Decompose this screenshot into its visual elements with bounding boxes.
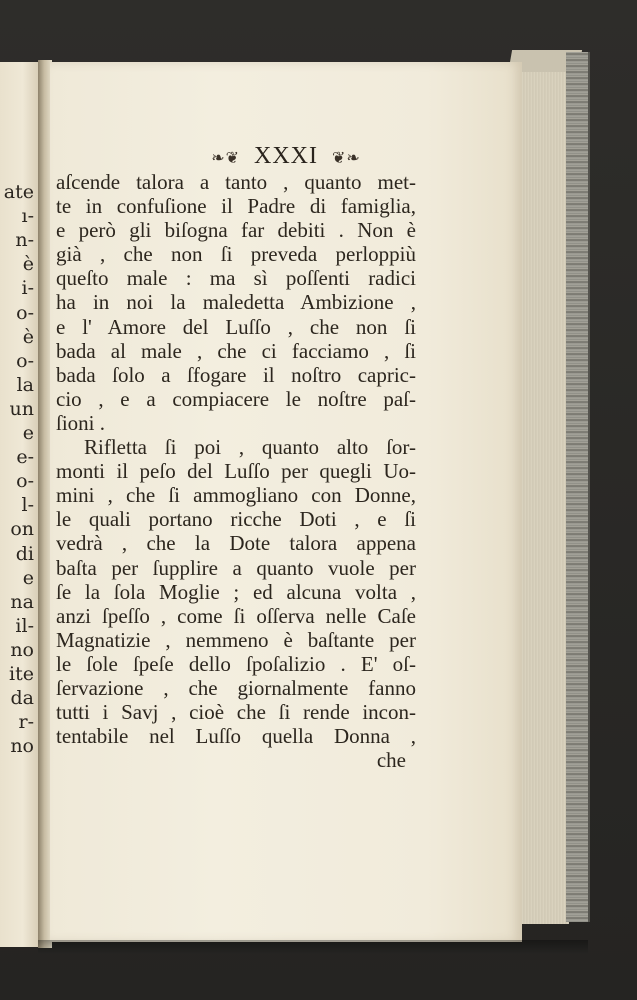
left-page-fragment: n-	[15, 229, 34, 252]
left-page-fragment: di	[15, 542, 34, 565]
left-page-fragment: o-	[16, 470, 34, 493]
book-cover-edge	[566, 52, 590, 922]
left-page-fragment: r-	[18, 711, 34, 734]
left-page-fragment: i-	[21, 277, 34, 300]
left-page-fragment: il-	[15, 614, 34, 637]
text-line: e però gli biſogna far debiti . Non è	[56, 218, 416, 243]
ornament-left-icon: ❧❦	[211, 148, 240, 167]
left-page-fragment: e	[22, 422, 34, 444]
left-facing-page	[0, 62, 40, 947]
catchword: che	[376, 748, 406, 773]
left-page-fragment: la	[16, 373, 34, 396]
text-line: ſe la ſola Moglie ; ed alcuna volta ,	[56, 579, 416, 604]
left-page-fragment: ite	[9, 663, 34, 685]
page-number: XXXI	[254, 143, 318, 169]
text-line: Magnatizie , nemmeno è baſtante per	[56, 627, 416, 652]
text-line: vedrà , che la Dote talora appena	[56, 531, 416, 556]
text-line: baſta per ſupplire a quanto vuole per	[56, 555, 416, 580]
left-page-fragment: o-	[16, 301, 34, 324]
page-edges	[520, 72, 569, 924]
left-page-fragment: ate	[3, 181, 34, 203]
text-line: Rifletta ſi poi , quanto alto ſor-	[84, 435, 416, 460]
left-page-fragment: un	[9, 397, 34, 420]
left-page-fragment: no	[10, 735, 34, 758]
text-line: già , che non ſi preveda perloppiù	[56, 242, 416, 267]
text-line: e l' Amore del Luſſo , che non ſi	[56, 314, 416, 339]
text-line: te in confuſione il Padre di famiglia,	[56, 194, 416, 219]
text-line: bada ſolo a ſfogare il noſtro capric-	[56, 362, 416, 387]
left-page-fragment: è	[22, 325, 34, 348]
left-page-fragment: l-	[21, 494, 34, 517]
text-line: cio , e a compiacere le noſtre paſ-	[56, 386, 416, 411]
ornament-right-icon: ❦❧	[332, 148, 361, 167]
left-page-fragment: no	[10, 638, 34, 661]
left-page-fragment: na	[10, 590, 34, 613]
running-header	[50, 143, 522, 170]
text-line: ha in noi la maledetta Ambizione ,	[56, 290, 416, 315]
text-line: mini , che ſi ammogliano con Donne,	[56, 483, 416, 508]
left-page-fragment: on	[10, 518, 34, 541]
text-line: monti il peſo del Luſſo per quegli Uo-	[56, 459, 416, 484]
text-line: le quali portano ricche Doti , e ſi	[56, 507, 416, 532]
left-page-fragment: ı-	[21, 205, 34, 228]
text-line: ſioni .	[56, 410, 106, 435]
left-page-fragment: e	[22, 566, 34, 589]
text-line: ſervazione , che giornalmente fanno	[56, 675, 416, 700]
left-page-fragment: o-	[16, 349, 34, 372]
body-text	[56, 170, 416, 772]
left-page-fragment: è	[22, 253, 34, 276]
bottom-shadow	[38, 940, 588, 954]
text-line: tentabile nel Luſſo quella Donna ,	[56, 724, 416, 749]
text-line: queſto male : ma sì poſſenti radici	[56, 266, 416, 291]
text-line: tutti i Savj , cioè che ſi rende incon-	[56, 700, 416, 725]
text-line: le ſole ſpeſe dello ſpoſalizio . E' oſ-	[56, 651, 416, 676]
text-line: bada al male , che ci facciamo , ſi	[56, 338, 416, 363]
left-page-fragment: da	[10, 687, 34, 710]
text-line: aſcende talora a tanto , quanto met-	[56, 170, 416, 194]
text-line: anzi ſpeſſo , come ſi oſſerva nelle Caſe	[56, 603, 416, 628]
left-page-fragment: e-	[16, 446, 34, 469]
